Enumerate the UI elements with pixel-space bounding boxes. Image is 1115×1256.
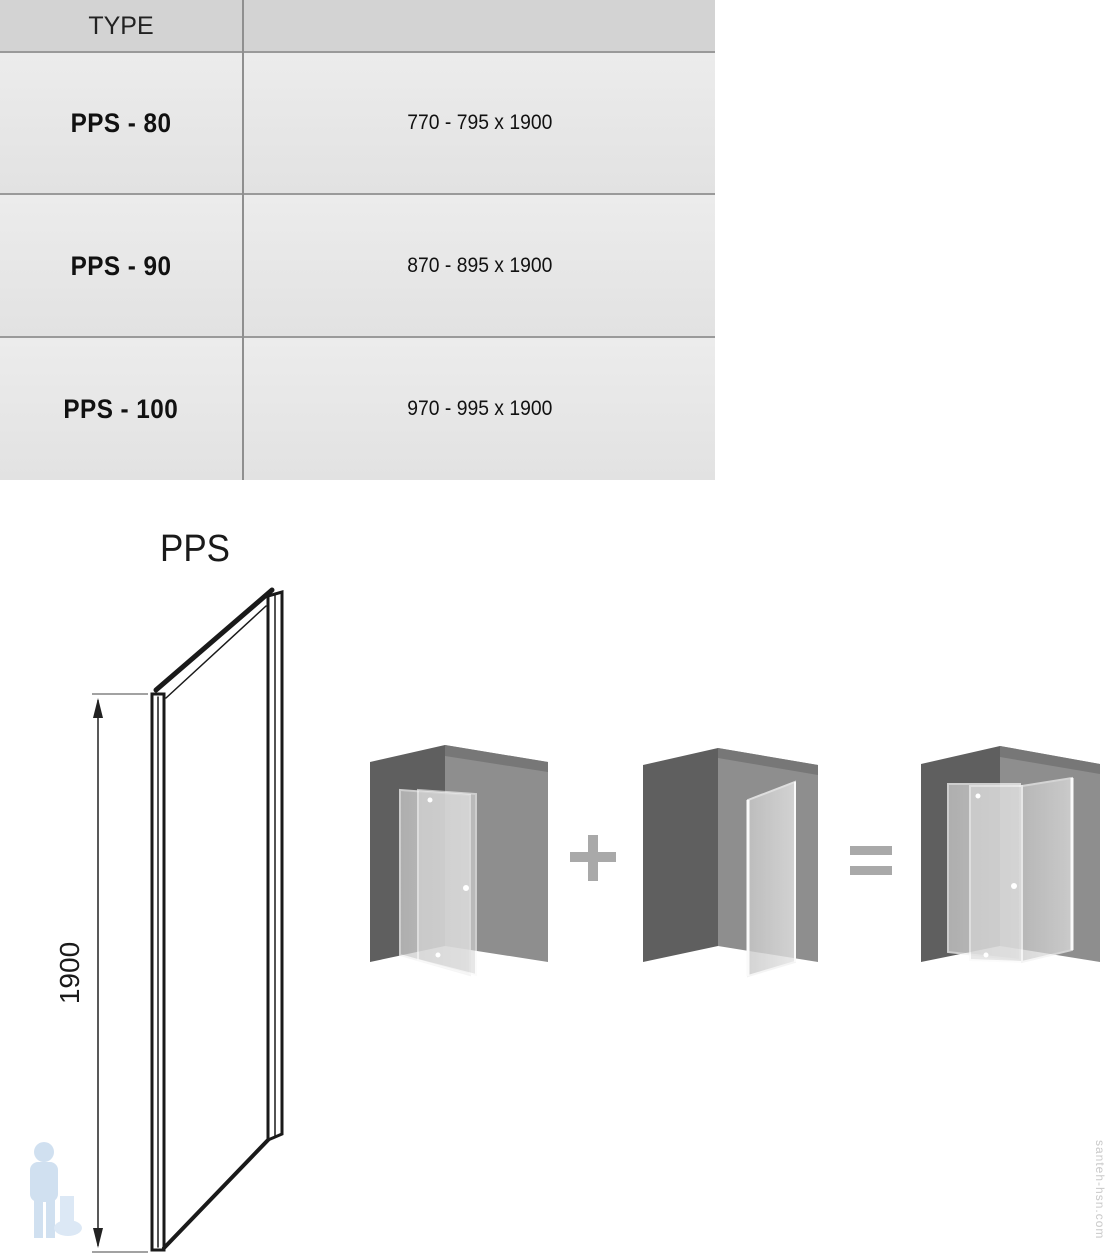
height-dimension-label: 1900 xyxy=(54,941,85,1005)
type-cell: PPS - 100 xyxy=(63,393,179,424)
pps-panel-drawing xyxy=(152,590,282,1250)
equals-operator xyxy=(850,846,892,875)
header-type: TYPE xyxy=(88,11,154,40)
enclosure-door-illustration xyxy=(370,745,548,975)
diagram-title: PPS xyxy=(160,528,230,570)
dimension-cell: 970 - 995 x 1900 xyxy=(406,397,553,420)
watermark-text: santeh-hsn.com xyxy=(1093,1140,1107,1240)
dimension-cell: 870 - 895 x 1900 xyxy=(406,254,553,277)
watermark-figure xyxy=(30,1142,82,1238)
enclosure-panel-illustration xyxy=(643,748,818,976)
plus-operator xyxy=(570,835,616,881)
dimension-cell: 770 - 795 x 1900 xyxy=(406,111,553,134)
height-dimension-line xyxy=(92,694,148,1252)
enclosure-combined-illustration xyxy=(921,746,1100,962)
type-cell: PPS - 90 xyxy=(70,250,172,281)
type-cell: PPS - 80 xyxy=(70,107,172,138)
